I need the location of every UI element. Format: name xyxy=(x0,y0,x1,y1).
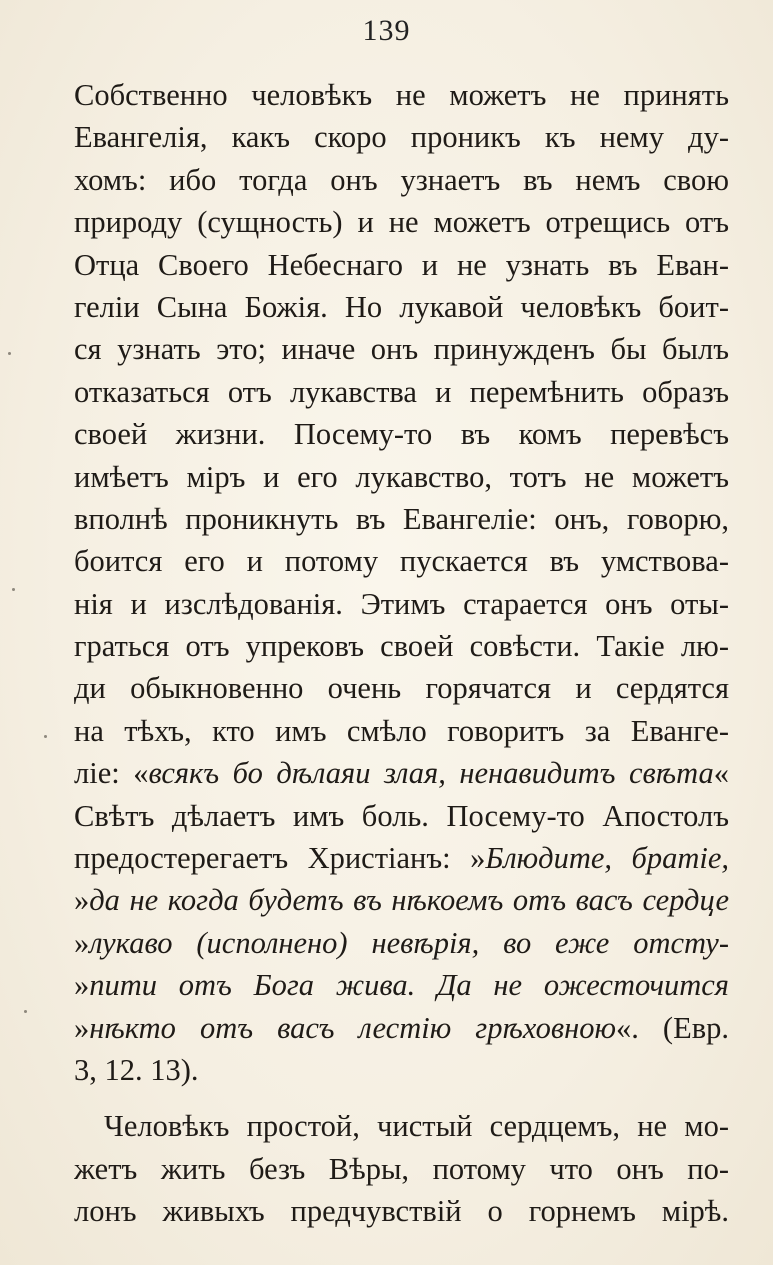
text-run: вполнѣ проникнуть въ Евангеліе: онъ, говорю, xyxy=(74,501,729,536)
italic-quote-text: лукаво (исполнено) невѣрія, во еже отсту- xyxy=(89,925,729,960)
italic-quote-text: всякъ бо дѣлаяи злая, ненавидитъ свѣта xyxy=(148,756,714,791)
paragraph-1-line xyxy=(74,328,729,370)
paragraph-1-line xyxy=(74,922,729,964)
paragraph-2 xyxy=(74,1105,729,1232)
paragraph-1-line xyxy=(74,498,729,540)
paragraph-1-line xyxy=(74,667,729,709)
italic-quote-text: пити отъ Бога жива. Да не ожесточится xyxy=(89,968,729,1003)
paragraph-1-line xyxy=(74,413,729,455)
text-run: своей жизни. Посему-то въ комъ перевѣсъ xyxy=(74,417,729,452)
text-run: имѣетъ міръ и его лукавство, тотъ не можетъ xyxy=(74,459,729,494)
paragraph-1-line xyxy=(74,286,729,328)
paragraph-1-line xyxy=(74,244,729,286)
text-run: « xyxy=(713,756,729,791)
paragraph-1-line xyxy=(74,116,729,158)
paragraph-1-line xyxy=(74,159,729,201)
text-run: Человѣкъ простой, чистый сердцемъ, не мо- xyxy=(104,1109,729,1144)
paragraph-1-line xyxy=(74,371,729,413)
text-run: природу (сущность) и не можетъ отрещись отъ xyxy=(74,205,729,240)
paragraph-gap xyxy=(74,1091,729,1105)
paragraph-1-line xyxy=(74,795,729,837)
paragraph-1-line xyxy=(74,583,729,625)
paper-speck xyxy=(8,352,11,355)
text-run: лонъ живыхъ предчувствій о горнемъ мірѣ. xyxy=(74,1194,729,1229)
paragraph-1-line xyxy=(74,710,729,752)
paper-speck xyxy=(44,735,47,738)
italic-quote-text: Блюдите, братіе, xyxy=(485,841,729,876)
paragraph-1 xyxy=(74,74,729,1091)
text-run: жетъ жить безъ Вѣры, потому что онъ по- xyxy=(74,1151,729,1186)
text-run: Собственно человѣкъ не можетъ не принять xyxy=(74,78,729,112)
text-run: Отца Своего Небеснаго и не узнать въ Еван- xyxy=(74,247,729,282)
text-run: » xyxy=(74,883,90,918)
italic-quote-text: да не когда будетъ въ нѣкоемъ отъ васъ сердце xyxy=(89,883,729,918)
text-run: » xyxy=(74,1010,90,1045)
text-run: ся узнать это; иначе онъ принужденъ бы былъ xyxy=(74,332,729,367)
text-run: 3, 12. 13). xyxy=(74,1052,199,1087)
text-run: » xyxy=(74,968,90,1003)
page-body xyxy=(74,74,729,1233)
paragraph-2-line xyxy=(74,1148,729,1190)
italic-quote-text: нѣкто отъ васъ лестію грѣховною xyxy=(89,1010,616,1045)
text-run: Свѣтъ дѣлаетъ имъ боль. Посему-то Апостолъ xyxy=(74,798,729,833)
paper-speck xyxy=(12,588,15,591)
text-run: » xyxy=(74,925,90,960)
text-run: геліи Сына Божія. Но лукавой человѣкъ боит- xyxy=(74,289,729,324)
paragraph-2-line xyxy=(74,1105,729,1147)
text-run: Евангелія, какъ скоро проникъ къ нему ду- xyxy=(74,120,729,155)
paragraph-1-line xyxy=(74,1049,729,1091)
text-run: хомъ: ибо тогда онъ узнаетъ въ немъ свою xyxy=(74,162,729,197)
paragraph-1-line xyxy=(74,74,729,116)
paragraph-1-line xyxy=(74,964,729,1006)
paragraph-1-line xyxy=(74,201,729,243)
paper-speck xyxy=(24,1010,27,1013)
page-number: 139 xyxy=(362,14,411,47)
text-run: ліе: « xyxy=(74,756,149,791)
text-run: предостерегаетъ Христіанъ: » xyxy=(74,841,486,876)
paragraph-1-line xyxy=(74,1007,729,1049)
paragraph-1-line xyxy=(74,456,729,498)
paragraph-1-line xyxy=(74,540,729,582)
paragraph-1-line xyxy=(74,879,729,921)
text-run: ди обыкновенно очень горячатся и сердятся xyxy=(74,671,729,706)
paragraph-1-line xyxy=(74,752,729,794)
paragraph-2-line xyxy=(74,1190,729,1232)
text-run: боится его и потому пускается въ умствова- xyxy=(74,544,729,579)
text-run: граться отъ упрековъ своей совѣсти. Такіе лю- xyxy=(74,629,729,664)
paragraph-1-line xyxy=(74,625,729,667)
text-run: нія и изслѣдованія. Этимъ старается онъ оты- xyxy=(74,586,729,621)
text-run: на тѣхъ, кто имъ смѣло говоритъ за Еванге- xyxy=(74,713,729,748)
paragraph-1-line xyxy=(74,837,729,879)
text-run: отказаться отъ лукавства и перемѣнить образъ xyxy=(74,374,729,409)
text-run: «. (Евр. xyxy=(615,1010,729,1045)
